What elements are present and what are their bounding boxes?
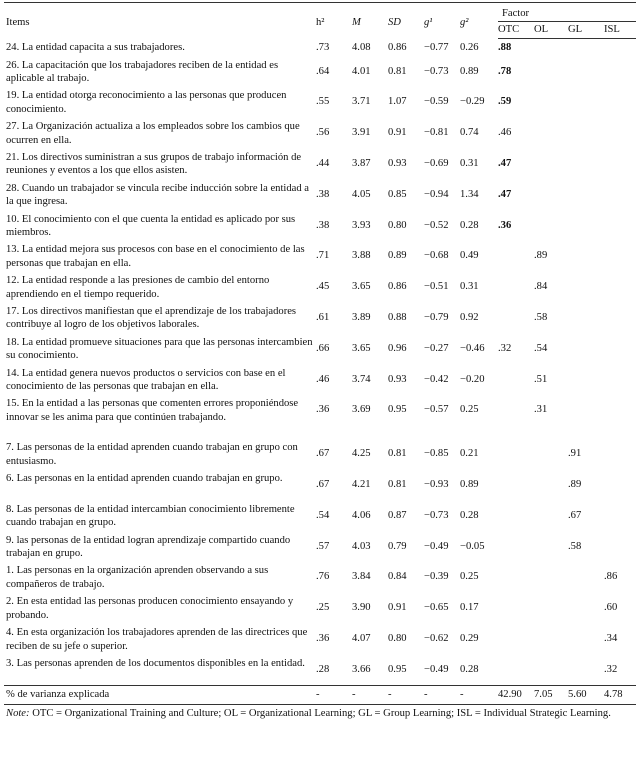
cell-ol	[534, 562, 568, 593]
cell-isl	[604, 87, 636, 118]
cell-otc	[498, 562, 534, 593]
cell-g1: −0.69	[424, 157, 449, 169]
table-row	[4, 272, 636, 303]
cell-gl	[568, 562, 604, 593]
cell-gl	[568, 624, 604, 655]
cell-h2: .25	[316, 602, 330, 614]
item-text: 9. las personas de la entidad logran aprendizaje compartido cuando trabajan en grupo.	[6, 534, 291, 560]
variance-g1: -	[424, 686, 460, 705]
cell-m: 3.74	[352, 373, 371, 385]
table-row	[4, 593, 636, 624]
cell-h2: .36	[316, 404, 330, 416]
cell-gl	[568, 303, 604, 334]
cell-g1: −0.93	[424, 479, 449, 491]
cell-g1: −0.51	[424, 281, 449, 293]
cell-isl	[604, 272, 636, 303]
cell-g1: −0.73	[424, 509, 449, 521]
cell-otc: .36	[498, 219, 512, 231]
table-body	[4, 39, 636, 705]
cell-sd: 0.91	[388, 602, 407, 614]
cell-sd: 1.07	[388, 96, 407, 108]
cell-m: 3.87	[352, 157, 371, 169]
table-row	[4, 365, 636, 396]
cell-isl	[604, 303, 636, 334]
cell-g1: −0.81	[424, 127, 449, 139]
table-row	[4, 241, 636, 272]
cell-sd: 0.81	[388, 65, 407, 77]
cell-g1: −0.68	[424, 250, 449, 262]
cell-h2: .36	[316, 633, 330, 645]
table-row	[4, 87, 636, 118]
cell-ol	[534, 57, 568, 88]
cell-g1: −0.49	[424, 663, 449, 675]
cell-gl	[568, 593, 604, 624]
variance-label: % de varianza explicada	[4, 686, 316, 705]
variance-gl: 5.60	[568, 686, 604, 705]
cell-g1: −0.62	[424, 633, 449, 645]
cell-gl	[568, 395, 604, 439]
table-row	[4, 470, 636, 501]
cell-sd: 0.84	[388, 571, 407, 583]
cell-h2: .54	[316, 509, 330, 521]
cell-m: 3.65	[352, 342, 371, 354]
cell-h2: .76	[316, 571, 330, 583]
cell-isl	[604, 211, 636, 242]
cell-sd: 0.87	[388, 509, 407, 521]
cell-isl	[604, 395, 636, 439]
cell-isl	[604, 241, 636, 272]
item-text: 1. Las personas en la organización aprenden observando a sus compañeros de trabajo.	[6, 565, 269, 590]
table-header	[4, 3, 636, 39]
header-sd: SD	[388, 17, 401, 29]
item-text: 28. Cuando un trabajador se vincula recibe inducción sobre la entidad a la que ingresa.	[6, 182, 309, 208]
cell-g2: 0.28	[460, 219, 479, 231]
cell-ol	[534, 470, 568, 501]
cell-gl	[568, 149, 604, 180]
table-row	[4, 211, 636, 242]
cell-sd: 0.88	[388, 312, 407, 323]
cell-ol	[534, 180, 568, 211]
cell-m: 3.90	[352, 602, 371, 614]
cell-ol: .54	[534, 342, 548, 354]
cell-sd: 0.80	[388, 219, 407, 231]
cell-g2: 0.31	[460, 281, 479, 293]
cell-g1: −0.57	[424, 404, 449, 416]
cell-ol	[534, 211, 568, 242]
cell-m: 4.06	[352, 509, 371, 521]
cell-m: 4.21	[352, 479, 371, 491]
cell-g1: −0.39	[424, 571, 449, 583]
cell-otc: .46	[498, 127, 512, 139]
cell-gl: .58	[568, 540, 582, 552]
cell-otc: .47	[498, 157, 512, 169]
variance-m: -	[352, 686, 388, 705]
cell-h2: .67	[316, 479, 330, 491]
cell-h2: .38	[316, 188, 330, 200]
cell-g1: −0.94	[424, 188, 449, 200]
cell-g1: −0.42	[424, 373, 449, 385]
variance-isl: 4.78	[604, 686, 636, 705]
cell-g2: 0.74	[460, 127, 479, 139]
item-text: 15. En la entidad a las personas que comenten errores proponiéndose innovar se les anima para que continúen trabajando.	[6, 398, 299, 423]
variance-sd: -	[388, 686, 424, 705]
table-row	[4, 501, 636, 532]
cell-m: 3.84	[352, 571, 371, 583]
cell-ol	[534, 532, 568, 563]
cell-h2: .28	[316, 663, 330, 675]
cell-otc	[498, 593, 534, 624]
variance-otc: 42.90	[498, 686, 534, 705]
cell-otc: .88	[498, 42, 512, 53]
cell-otc	[498, 241, 534, 272]
item-text: 8. Las personas de la entidad intercambian conocimiento libremente cuando trabajan en grupo.	[6, 503, 295, 529]
cell-isl	[604, 334, 636, 365]
cell-h2: .61	[316, 312, 330, 323]
cell-isl	[604, 57, 636, 88]
item-text: 4. En esta organización los trabajadores aprenden de las directrices que reciben de su jefe o superior.	[6, 627, 308, 652]
table-row	[4, 532, 636, 563]
header-otc: OTC	[498, 22, 534, 39]
cell-m: 4.05	[352, 188, 371, 200]
header-ol: OL	[534, 22, 568, 39]
cell-h2: .66	[316, 342, 330, 354]
cell-otc: .59	[498, 96, 512, 108]
cell-g2: 0.28	[460, 509, 479, 521]
cell-g2: 0.21	[460, 448, 479, 460]
cell-g2: −0.05	[460, 540, 485, 552]
cell-gl	[568, 39, 604, 57]
cell-g2: 0.25	[460, 404, 479, 416]
cell-ol: .89	[534, 250, 548, 262]
cell-otc	[498, 501, 534, 532]
cell-otc: .78	[498, 65, 512, 77]
table-row	[4, 655, 636, 686]
cell-ol: .84	[534, 281, 548, 293]
variance-g2: -	[460, 686, 498, 705]
cell-g1: −0.79	[424, 312, 449, 323]
header-m: M	[352, 17, 361, 29]
cell-m: 3.88	[352, 250, 371, 262]
cell-m: 3.69	[352, 404, 371, 416]
cell-sd: 0.85	[388, 188, 407, 200]
cell-gl: .91	[568, 448, 582, 460]
cell-gl	[568, 87, 604, 118]
cell-isl: .60	[604, 602, 618, 614]
cell-g2: 1.34	[460, 188, 479, 200]
cell-sd: 0.79	[388, 540, 407, 552]
cell-isl	[604, 439, 636, 470]
item-text: 2. En esta entidad las personas producen conocimiento ensayando y probando.	[6, 596, 294, 621]
cell-g2: 0.92	[460, 312, 479, 323]
cell-gl: .67	[568, 509, 582, 521]
table-row	[4, 562, 636, 593]
cell-ol	[534, 39, 568, 57]
cell-otc	[498, 272, 534, 303]
table-note	[4, 705, 636, 721]
item-text: 27. La Organización actualiza a los empleados sobre los cambios que ocurren en ella.	[6, 121, 300, 146]
cell-g1: −0.65	[424, 602, 449, 614]
cell-sd: 0.95	[388, 404, 407, 416]
cell-isl	[604, 149, 636, 180]
cell-m: 4.03	[352, 540, 371, 552]
cell-otc	[498, 303, 534, 334]
cell-ol	[534, 118, 568, 149]
cell-ol: .58	[534, 312, 548, 323]
cell-m: 3.66	[352, 663, 371, 675]
cell-m: 4.01	[352, 65, 371, 77]
header-g1: g¹	[424, 17, 433, 29]
header-factor: Factor	[502, 8, 530, 20]
item-text: 12. La entidad responde a las presiones de cambio del entorno aprendiendo en el tiempo requerido.	[6, 275, 270, 300]
item-text: 21. Los directivos suministran a sus grupos de trabajo información de reuniones y eventos a los que ellos asisten.	[6, 151, 302, 177]
cell-gl	[568, 241, 604, 272]
table-row	[4, 118, 636, 149]
cell-isl	[604, 180, 636, 211]
cell-g2: 0.89	[460, 65, 479, 77]
cell-g1: −0.52	[424, 219, 449, 231]
cell-g2: 0.25	[460, 571, 479, 583]
table-row	[4, 439, 636, 470]
cell-isl	[604, 365, 636, 396]
cell-h2: .44	[316, 157, 330, 169]
item-text: 7. Las personas de la entidad aprenden cuando trabajan en grupo con entusiasmo.	[6, 442, 298, 467]
cell-sd: 0.95	[388, 663, 407, 675]
cell-ol: .51	[534, 373, 548, 385]
cell-m: 4.25	[352, 448, 371, 460]
cell-ol	[534, 593, 568, 624]
header-isl: ISL	[604, 22, 636, 39]
table-row	[4, 39, 636, 57]
table-row	[4, 395, 636, 439]
cell-otc	[498, 624, 534, 655]
cell-sd: 0.81	[388, 479, 407, 491]
cell-m: 4.07	[352, 633, 371, 645]
cell-sd: 0.93	[388, 373, 407, 385]
item-text: 17. Los directivos manifiestan que el aprendizaje de los trabajadores contribuye al logro de los objetivos laborales.	[6, 306, 297, 331]
cell-otc	[498, 365, 534, 396]
cell-h2: .67	[316, 448, 330, 460]
header-items: Items	[6, 17, 30, 29]
cell-isl	[604, 501, 636, 532]
item-text: 14. La entidad genera nuevos productos o servicios con base en el conocimiento de las personas que trabajan en ella.	[6, 367, 286, 393]
cell-otc	[498, 439, 534, 470]
cell-g1: −0.73	[424, 65, 449, 77]
cell-g2: −0.20	[460, 373, 485, 385]
cell-sd: 0.93	[388, 157, 407, 169]
cell-h2: .55	[316, 96, 330, 108]
table-row	[4, 180, 636, 211]
cell-h2: .56	[316, 127, 330, 139]
cell-gl	[568, 118, 604, 149]
cell-m: 3.93	[352, 219, 371, 231]
cell-gl	[568, 180, 604, 211]
cell-ol	[534, 655, 568, 686]
cell-m: 3.65	[352, 281, 371, 293]
cell-otc	[498, 532, 534, 563]
cell-g2: 0.31	[460, 157, 479, 169]
cell-m: 3.91	[352, 127, 371, 139]
cell-h2: .46	[316, 373, 330, 385]
cell-ol	[534, 439, 568, 470]
cell-m: 4.08	[352, 41, 371, 53]
cell-otc	[498, 395, 534, 439]
cell-g1: −0.59	[424, 96, 449, 108]
cell-ol	[534, 501, 568, 532]
header-gl: GL	[568, 22, 604, 39]
table-row	[4, 334, 636, 365]
table-row	[4, 624, 636, 655]
cell-sd: 0.81	[388, 448, 407, 460]
cell-g1: −0.85	[424, 448, 449, 460]
cell-g2: 0.29	[460, 633, 479, 645]
cell-otc	[498, 655, 534, 686]
cell-gl: .89	[568, 479, 582, 491]
cell-otc: .47	[498, 188, 512, 200]
cell-isl	[604, 532, 636, 563]
cell-g1: −0.49	[424, 540, 449, 552]
cell-h2: .73	[316, 41, 330, 53]
cell-h2: .38	[316, 219, 330, 231]
cell-h2: .71	[316, 250, 330, 262]
table-row	[4, 303, 636, 334]
variance-h2: -	[316, 686, 352, 705]
cell-g2: −0.29	[460, 96, 485, 108]
cell-isl: .34	[604, 633, 618, 645]
item-text: 26. La capacitación que los trabajadores reciben de la entidad es aplicable al trabajo.	[6, 59, 279, 84]
cell-h2: .57	[316, 540, 330, 552]
cell-h2: .45	[316, 281, 330, 293]
cell-g2: 0.49	[460, 250, 479, 262]
cell-g2: 0.28	[460, 663, 479, 675]
factor-analysis-table	[4, 3, 636, 705]
item-text: 13. La entidad mejora sus procesos con base en el conocimiento de las personas que trabajan en ella.	[6, 244, 305, 269]
item-text: 3. Las personas aprenden de los documentos disponibles en la entidad.	[6, 657, 305, 669]
cell-ol	[534, 624, 568, 655]
cell-isl	[604, 39, 636, 57]
cell-gl	[568, 57, 604, 88]
item-text: 6. Las personas en la entidad aprenden cuando trabajan en grupo.	[6, 473, 283, 485]
item-text: 24. La entidad capacita a sus trabajadores.	[6, 41, 185, 53]
cell-gl	[568, 334, 604, 365]
cell-h2: .64	[316, 65, 330, 77]
cell-g2: 0.17	[460, 602, 479, 614]
header-g2: g²	[460, 17, 469, 29]
cell-sd: 0.86	[388, 281, 407, 293]
cell-gl	[568, 211, 604, 242]
cell-isl: .32	[604, 663, 618, 675]
cell-gl	[568, 365, 604, 396]
cell-sd: 0.86	[388, 41, 407, 53]
item-text: 18. La entidad promueve situaciones para que las personas intercambien su conocimiento.	[6, 336, 313, 362]
cell-ol: .31	[534, 404, 548, 416]
cell-g1: −0.27	[424, 342, 449, 354]
cell-g2: 0.89	[460, 479, 479, 491]
cell-g1: −0.77	[424, 41, 449, 53]
cell-ol	[534, 149, 568, 180]
cell-isl: .86	[604, 571, 618, 583]
cell-gl	[568, 272, 604, 303]
cell-isl	[604, 118, 636, 149]
table-row	[4, 57, 636, 88]
cell-m: 3.89	[352, 312, 371, 323]
header-h2: h²	[316, 17, 325, 29]
cell-ol	[534, 87, 568, 118]
cell-sd: 0.96	[388, 342, 407, 354]
cell-otc	[498, 470, 534, 501]
variance-row	[4, 686, 636, 705]
item-text: 10. El conocimiento con el que cuenta la entidad es aplicado por sus miembros.	[6, 213, 296, 238]
cell-g2: −0.46	[460, 342, 485, 354]
cell-m: 3.71	[352, 96, 371, 108]
cell-sd: 0.89	[388, 250, 407, 262]
table-row	[4, 149, 636, 180]
note-text: OTC = Organizational Training and Culture; OL = Organizational Learning; GL = Group Learning; ISL = Individual Strategic Learning.	[29, 708, 611, 720]
cell-g2: 0.26	[460, 41, 479, 53]
item-text: 19. La entidad otorga reconocimiento a las personas que producen conocimiento.	[6, 90, 287, 115]
cell-otc: .32	[498, 342, 512, 354]
cell-gl	[568, 655, 604, 686]
cell-sd: 0.80	[388, 633, 407, 645]
factor-table-container	[4, 2, 636, 721]
cell-isl	[604, 470, 636, 501]
variance-ol: 7.05	[534, 686, 568, 705]
cell-sd: 0.91	[388, 127, 407, 139]
note-label: Note:	[6, 708, 30, 720]
